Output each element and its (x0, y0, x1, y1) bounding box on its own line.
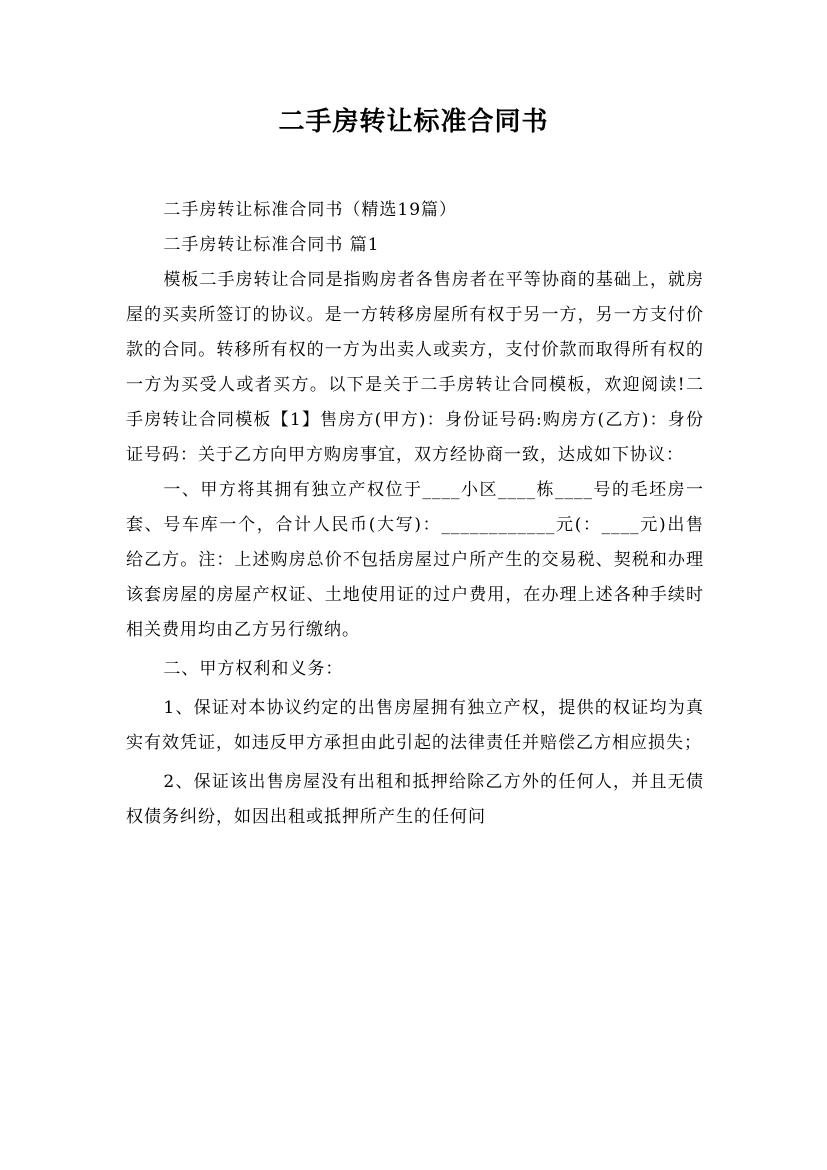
paragraph-intro: 模板二手房转让合同是指购房者各售房者在平等协商的基础上，就房屋的买卖所签订的协议。是一方转移房屋所有权于另一方，另一方支付价款的合同。转移所有权的一方为出卖人或卖方，支付价款而取得所有权的一方为买受人或者买方。以下是关于二手房转让合同模板，欢迎阅读!二手房转让合同模板【1】售房方(甲方)：身份证号码:购房方(乙方)：身份证号码：关于乙方向甲方购房事宜，双方经协商一致，达成如下协议： (126, 270, 704, 465)
paragraph-section-heading: 二手房转让标准合同书 篇1 (163, 235, 380, 255)
paragraph-clause-2-heading: 二、甲方权利和义务： (163, 659, 344, 679)
paragraph-item-1: 1、保证对本协议约定的出售房屋拥有独立产权，提供的权证均为真实有效凭证，如违反甲方承担由此引起的法律责任并赔偿乙方相应损失； (126, 698, 704, 753)
document-title: 二手房转让标准合同书 (278, 107, 549, 137)
document-body (126, 193, 704, 835)
paragraph-clause-1: 一、甲方将其拥有独立产权位于____小区____栋____号的毛坯房一套、号车库一个，合计人民币(大写)：____________元(：____元)出售给乙方。注：上述购房总价不包括房屋过户所产生的交易税、契税和办理该套房屋的房屋产权证、土地使用证的过户费用，在办理上述各种手续时相关费用均由乙方另行缴纳。 (126, 480, 704, 640)
paragraph-subtitle: 二手房转让标准合同书（精选19篇） (163, 200, 458, 220)
paragraph-item-2: 2、保证该出售房屋没有出租和抵押给除乙方外的任何人，并且无债权债务纠纷，如因出租或抵押所产生的任何问 (126, 772, 704, 827)
